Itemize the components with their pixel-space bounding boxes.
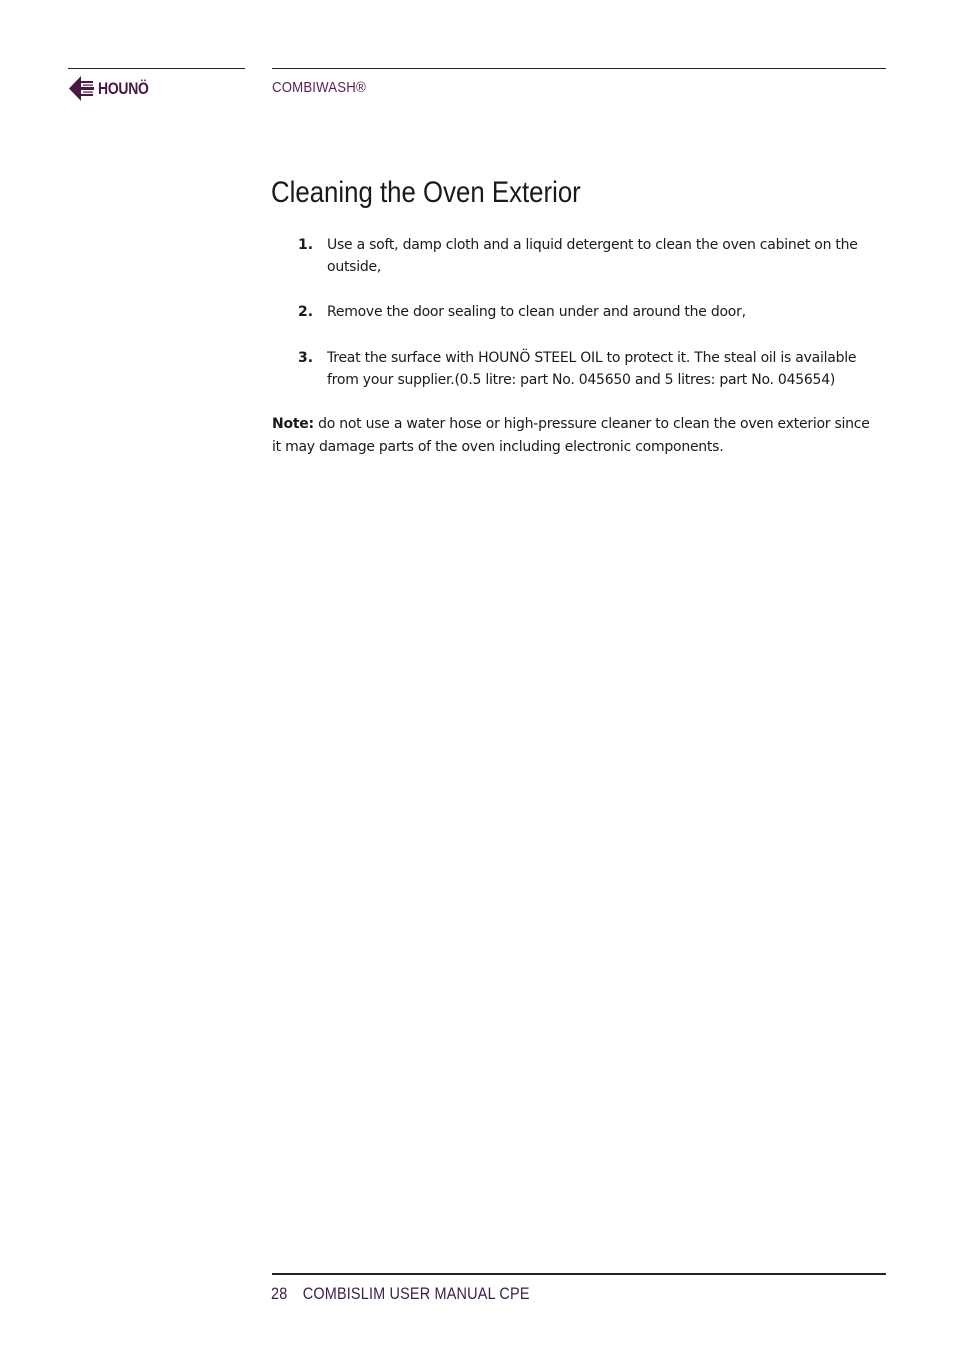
brand-name: HOUNÖ bbox=[98, 79, 149, 98]
steps-list bbox=[272, 234, 872, 391]
brand-logo bbox=[68, 75, 160, 103]
header-rule-right bbox=[272, 68, 886, 69]
manual-title: COMBISLIM USER MANUAL CPE bbox=[302, 1284, 530, 1303]
step-text: Use a soft, damp cloth and a liquid detergent to clean the oven cabinet on the outside, bbox=[327, 237, 858, 275]
step-item bbox=[272, 347, 872, 391]
step-number: 2. bbox=[298, 304, 314, 320]
note-text: do not use a water hose or high-pressure cleaner to clean the oven exterior since it may damage parts of the oven including electronic components. bbox=[272, 416, 870, 455]
header-rule-left bbox=[68, 68, 245, 69]
step-text: Treat the surface with HOUNÖ STEEL OIL to protect it. The steal oil is available from your supplier.(0.5 litre: part No. 045650 and 5 litres: part No. 045654) bbox=[327, 350, 857, 388]
page-title: Cleaning the Oven Exterior bbox=[271, 176, 581, 209]
page-footer bbox=[271, 1284, 530, 1304]
step-text: Remove the door sealing to clean under and around the door, bbox=[327, 304, 746, 320]
step-number: 3. bbox=[298, 350, 314, 366]
section-label: COMBIWASH® bbox=[272, 79, 366, 96]
step-item bbox=[272, 234, 872, 279]
step-number: 1. bbox=[298, 237, 314, 253]
note-paragraph bbox=[272, 413, 872, 459]
houno-logo-icon bbox=[68, 75, 96, 103]
footer-rule bbox=[272, 1273, 886, 1275]
page-number: 28 bbox=[271, 1284, 288, 1303]
note-label: Note: bbox=[272, 416, 314, 432]
step-item bbox=[272, 301, 872, 323]
